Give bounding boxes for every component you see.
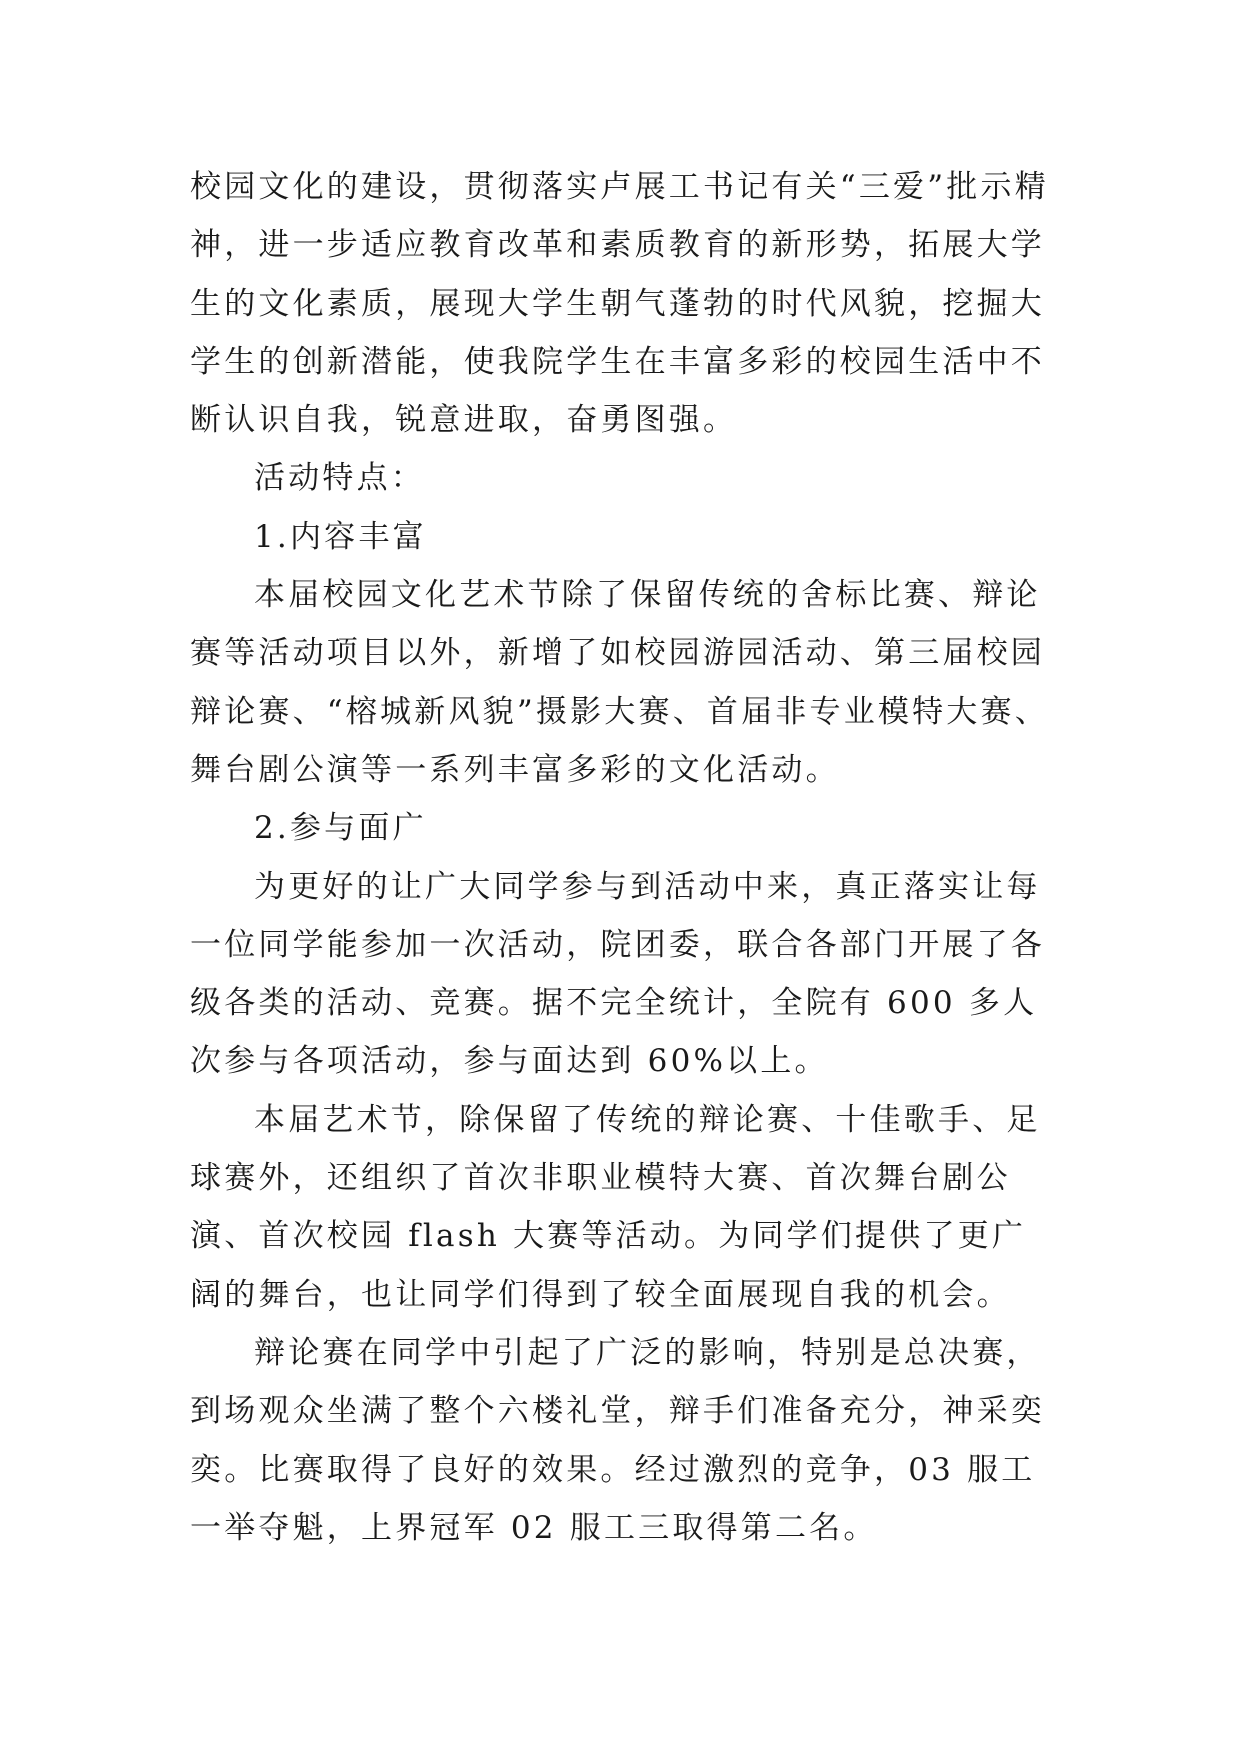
paragraph-intro-continuation: 校园文化的建设，贯彻落实卢展工书记有关“三爱”批示精神，进一步适应教育改革和素质教育的新形势，拓展大学生的文化素质，展现大学生朝气蓬勃的时代风貌，挖掘大学生的创新潜能，使我院学生在丰富多彩的校园生活中不断认识自我，锐意进取，奋勇图强。 — [190, 169, 1049, 439]
document-body — [190, 158, 1050, 1557]
section-heading-activity-features: 活动特点： — [254, 460, 425, 497]
paragraph-debate-results: 辩论赛在同学中引起了广泛的影响，特别是总决赛，到场观众坐满了整个六楼礼堂，辩手们准备充分，神采奕奕。比赛取得了良好的效果。经过激烈的竞争，03 服工一举夺魁，上界冠军 02 服工三取得第二名。 — [190, 1334, 1045, 1546]
subheading-rich-content: 1.内容丰富 — [254, 518, 427, 555]
subheading-wide-participation: 2.参与面广 — [254, 810, 427, 847]
paragraph-festival-events: 本届艺术节，除保留了传统的辩论赛、十佳歌手、足球赛外，还组织了首次非职业模特大赛、首次舞台剧公演、首次校园 flash 大赛等活动。为同学们提供了更广阔的舞台，也让同学们得到了较全面展现自我的机会。 — [190, 1101, 1041, 1313]
paragraph-rich-content: 本届校园文化艺术节除了保留传统的舍标比赛、辩论赛等活动项目以外，新增了如校园游园活动、第三届校园辩论赛、“榕城新风貌”摄影大赛、首届非专业模特大赛、舞台剧公演等一系列丰富多彩的文化活动。 — [190, 577, 1049, 788]
paragraph-participation-stats: 为更好的让广大同学参与到活动中来，真正落实让每一位同学能参加一次活动，院团委，联合各部门开展了各级各类的活动、竞赛。据不完全统计，全院有 600 多人次参与各项活动，参与面达到 60%以上。 — [190, 868, 1045, 1080]
